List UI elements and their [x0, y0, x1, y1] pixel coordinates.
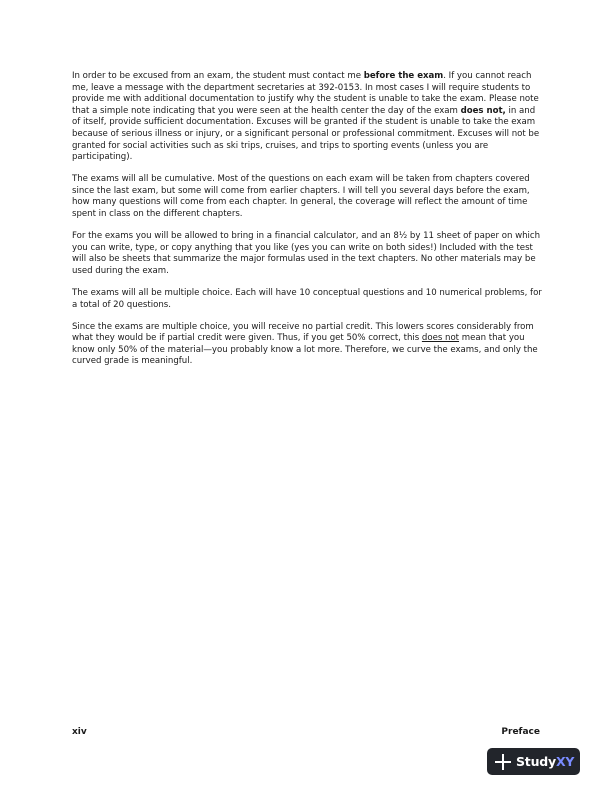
paragraph-multiple-choice	[72, 288, 544, 311]
text-segment: in and of itself, provide sufficient documentation. Excuses will be granted if the student is unable to take the exam because of serious illness or injury, or a significant personal or professional commitment. Excuses will not be granted for social activities such as ski trips, cruises, and trips to sporting events (unless you are participating).	[72, 105, 540, 163]
paragraph-partial-credit	[72, 322, 544, 368]
text-segment: In order to be excused from an exam, the student must contact me	[72, 71, 364, 81]
text-segment: Since the exams are multiple choice, you will receive no partial credit. This lowers scores considerably from what they would be if partial credit were given. Thus, if you get 50% correct, this	[72, 321, 534, 344]
text-segment: . If you cannot reach me, leave a message with the department secretaries at 392-0153. In most cases I will require students to provide me with additional documentation to justify why the student is unable to take the exam. Please note that a simple note indicating that you were seen at the health center the day of the exam	[72, 71, 539, 116]
section-title: Preface	[501, 727, 540, 737]
brand-accent: XY	[555, 754, 575, 769]
paragraph-cumulative-exams	[72, 174, 544, 220]
bold-text: before the exam	[363, 71, 444, 81]
text-segment: The exams will all be cumulative. Most of the questions on each exam will be taken from chapters covered since the last exam, but some will come from earlier chapters. I will tell you several days before the exam, how many questions will come from each chapter. In general, the coverage will reflect the amount of time spent in class on the different chapters.	[72, 174, 530, 220]
brand-main: Study	[516, 754, 556, 769]
text-segment: mean that you know only 50% of the material—you probably know a lot more. Therefore, we curve the exams, and only the curved grade is meaningful.	[72, 333, 538, 367]
paragraph-exam-excuses	[72, 71, 544, 164]
brand-name	[516, 754, 574, 769]
page-body	[72, 71, 544, 379]
text-segment: For the exams you will be allowed to bring in a financial calculator, and an 8½ by 11 sheet of paper on which you can write, type, or copy anything that you like (yes you can write on both sides!) Included with the test will also be sheets that summarize the major formulas used in the text chapters. No other materials may be used during the exam.	[72, 231, 541, 276]
text-segment: The exams will all be multiple choice. Each will have 10 conceptual questions and 10 numerical problems, for a total of 20 questions.	[72, 288, 542, 310]
bold-text: does not,	[460, 105, 506, 116]
studyxy-watermark	[487, 748, 580, 775]
plus-icon	[495, 754, 511, 770]
underlined-text: does not	[421, 333, 460, 344]
page-number: xiv	[72, 727, 87, 737]
paragraph-allowed-materials	[72, 231, 544, 277]
